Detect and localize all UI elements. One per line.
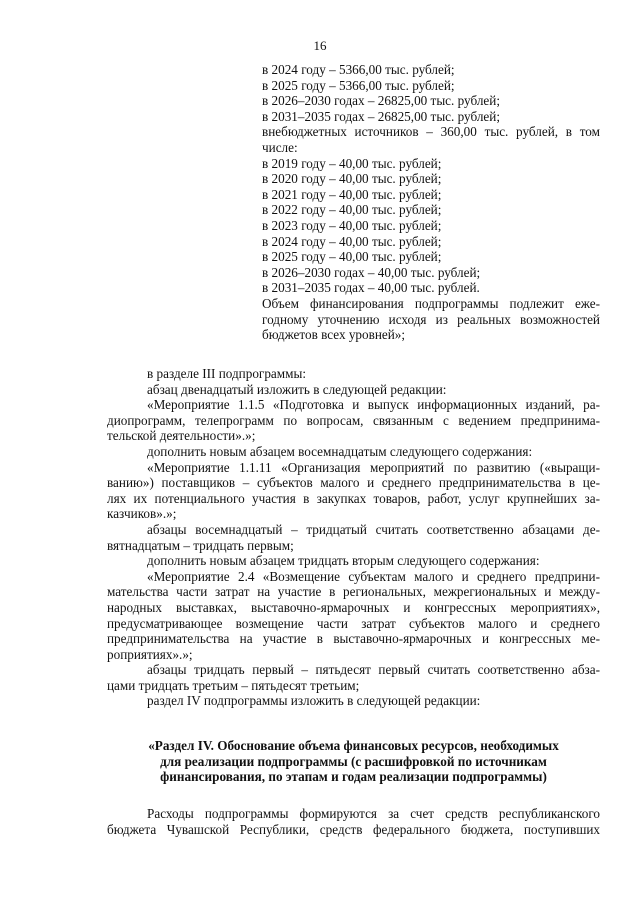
financing-line: в 2031–2035 годах – 40,00 тыс. рублей. xyxy=(262,280,480,296)
financing-line: бюджетов всех уровней»; xyxy=(262,327,406,343)
financing-line: в 2023 году – 40,00 тыс. рублей; xyxy=(262,217,442,233)
heading-line: для реализации подпрограммы (с расшифровкой по источникам xyxy=(160,753,547,769)
text-line: бюджета Чувашской Республики, средств федерального бюджета, поступивших xyxy=(107,821,600,837)
financing-line: в 2025 году – 5366,00 тыс. рублей; xyxy=(262,77,455,93)
financing-line: в 2024 году – 5366,00 тыс. рублей; xyxy=(262,62,455,77)
text-line: тельской деятельности».»; xyxy=(107,428,256,444)
financing-line: в 2031–2035 годах – 26825,00 тыс. рублей; xyxy=(262,108,500,124)
financing-line: в 2019 году – 40,00 тыс. рублей; xyxy=(262,155,442,171)
financing-line: в 2022 году – 40,00 тыс. рублей; xyxy=(262,202,442,218)
financing-line: годному уточнению исходя из реальных возможностей xyxy=(262,311,600,327)
text-line: в разделе III подпрограммы: xyxy=(147,366,307,381)
heading-line: «Раздел IV. Обоснование объема финансовых ресурсов, необходимых xyxy=(148,738,559,753)
text-line: «Мероприятие 1.1.11 «Организация мероприятий по развитию («выращи- xyxy=(147,459,600,475)
section-heading xyxy=(107,738,600,785)
text-line: казчиков».»; xyxy=(107,506,177,522)
text-line: абзацы восемнадцатый – тридцатый считать соответственно абзацами де- xyxy=(147,521,600,537)
text-line: диопрограмм, телепрограмм по вопросам, связанным с ведением предпринима- xyxy=(107,412,600,428)
text-line: предпринимательства на участие в выставочно-ярмарочных и конгрессных ме- xyxy=(107,631,600,647)
financing-line: Объем финансирования подпрограммы подлежит еже- xyxy=(262,295,600,311)
section-body xyxy=(107,806,600,837)
text-line: дополнить новым абзацем тридцать вторым следующего содержания: xyxy=(147,553,540,569)
heading-line: финансирования, по этапам и годам реализации подпрограммы) xyxy=(160,769,547,785)
text-line: абзац двенадцатый изложить в следующей редакции: xyxy=(147,381,447,397)
text-line: роприятиях».»; xyxy=(107,646,193,662)
financing-line: в 2020 году – 40,00 тыс. рублей; xyxy=(262,171,442,187)
text-line: абзацы тридцать первый – пятьдесят первый считать соответственно абза- xyxy=(147,662,600,678)
financing-line: в 2026–2030 годах – 26825,00 тыс. рублей; xyxy=(262,93,500,109)
text-line: «Мероприятие 2.4 «Возмещение субъектам малого и среднего предприни- xyxy=(147,568,600,584)
text-line: лях их потенциального участия в закупках товаров, работ, услуг крупнейших за- xyxy=(107,490,600,506)
text-line: мательства части затрат на участие в региональных, межрегиональных и между- xyxy=(107,584,600,600)
financing-block xyxy=(262,62,600,343)
text-line: дополнить новым абзацем восемнадцатым следующего содержания: xyxy=(147,443,533,459)
financing-line: числе: xyxy=(262,139,298,155)
financing-line: внебюджетных источников – 360,00 тыс. рублей, в том xyxy=(262,124,600,140)
text-line: раздел IV подпрограммы изложить в следующей редакции: xyxy=(147,693,481,709)
text-line: ванию») поставщиков – субъектов малого и среднего предпринимательства в це- xyxy=(107,475,600,491)
page-number: 16 xyxy=(313,38,327,53)
text-line: цами тридцать третьим – пятьдесят третьим; xyxy=(107,677,360,693)
text-line: Расходы подпрограммы формируются за счет средств республиканского xyxy=(147,806,600,821)
financing-line: в 2024 году – 40,00 тыс. рублей; xyxy=(262,233,442,249)
text-line: вятнадцатым – тридцать первым; xyxy=(107,537,294,553)
financing-line: в 2026–2030 годах – 40,00 тыс. рублей; xyxy=(262,264,481,280)
text-line: «Мероприятие 1.1.5 «Подготовка и выпуск информационных изданий, ра- xyxy=(147,397,600,413)
financing-line: в 2025 году – 40,00 тыс. рублей; xyxy=(262,249,442,265)
amendments-body xyxy=(107,366,600,709)
text-line: предусматривающее возмещение части затрат субъектов малого и среднего xyxy=(107,615,600,631)
text-line: народных выставках, выставочно-ярмарочных и конгрессных мероприятиях», xyxy=(107,599,600,615)
financing-line: в 2021 году – 40,00 тыс. рублей; xyxy=(262,186,442,202)
